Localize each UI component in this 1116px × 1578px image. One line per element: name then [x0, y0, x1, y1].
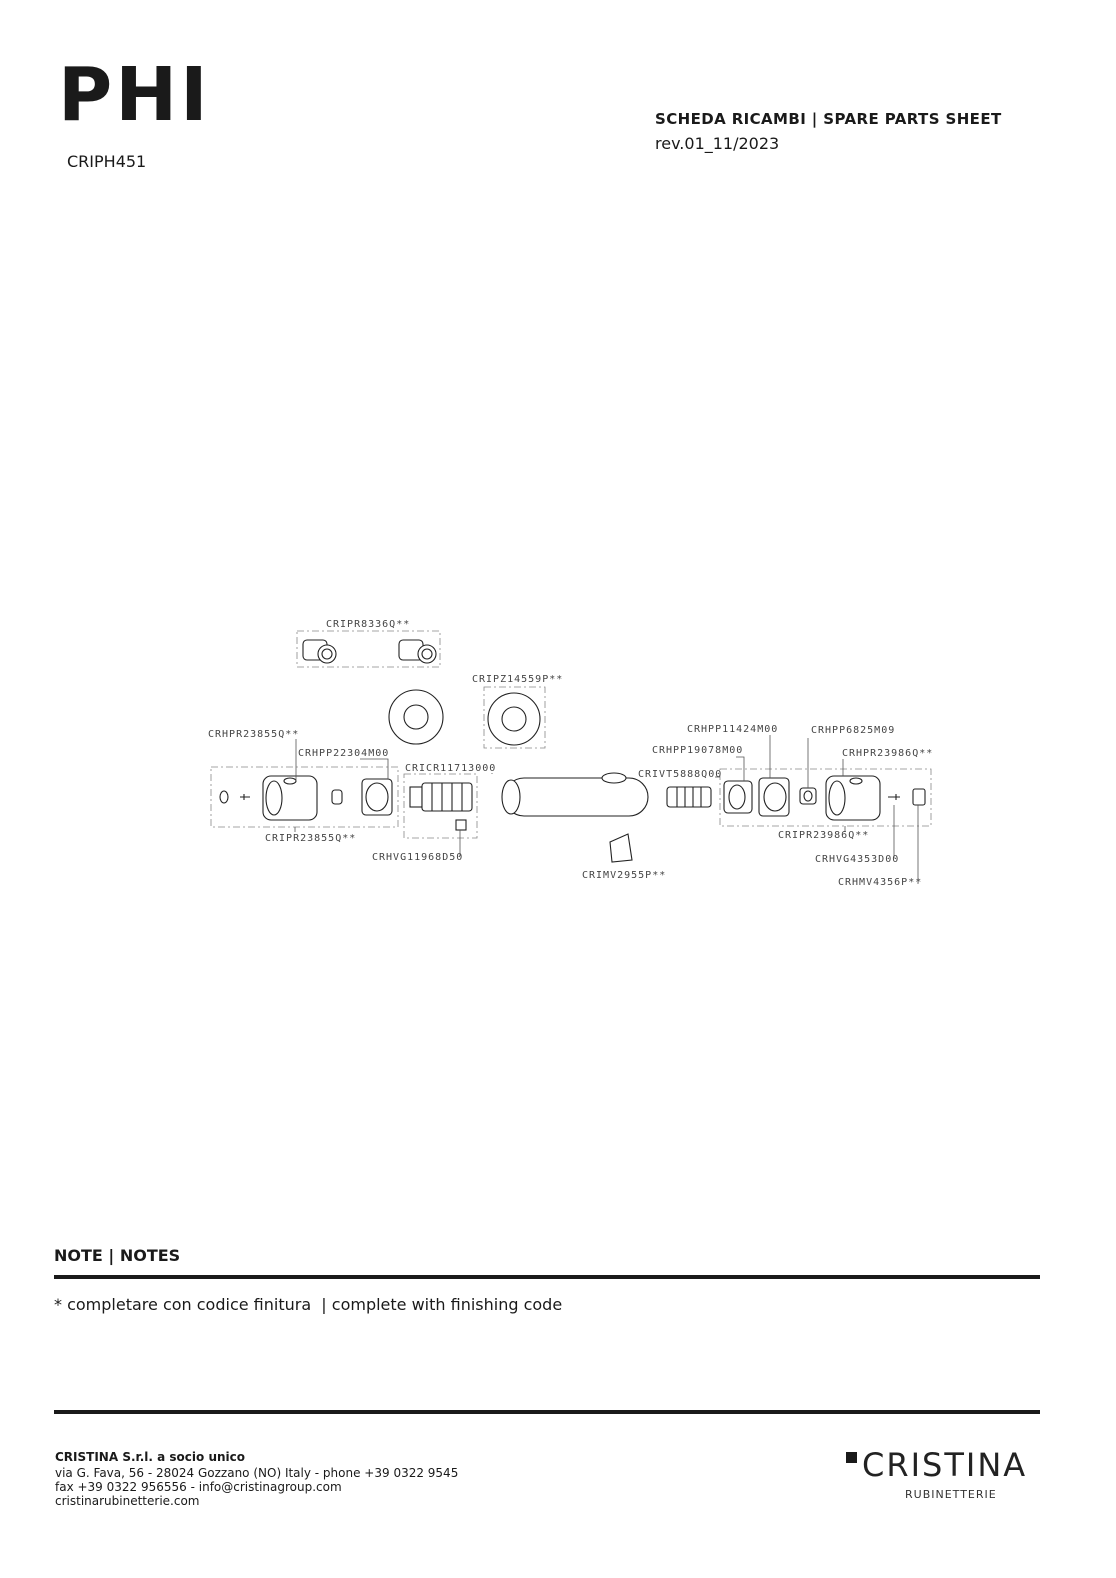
part-label: CRHVG11968D50 — [372, 852, 464, 863]
part-label: CRIMV2955P** — [582, 870, 667, 881]
cartridge-part — [410, 783, 472, 830]
part-label: CRIPR8336Q** — [326, 619, 411, 630]
part-label: CRIPZ14559P** — [472, 674, 564, 685]
rosette-part — [389, 690, 443, 744]
part-label: CRIPR23986Q** — [778, 830, 870, 841]
brand-logo: CRISTINA — [862, 1446, 1028, 1484]
address-line: via G. Fava, 56 - 28024 Gozzano (NO) Italy - phone +39 0322 9545 — [55, 1466, 459, 1480]
part-label: CRHMV4356P** — [838, 877, 923, 888]
part-label: CRIVT5888Q00 — [638, 769, 723, 780]
left-handle-parts — [220, 776, 392, 820]
logo-square-icon — [846, 1452, 857, 1463]
part-label: CRHVG4353D00 — [815, 854, 900, 865]
connector-part — [303, 640, 336, 663]
part-label: CRHPP11424M00 — [687, 724, 779, 735]
valve-body-part — [502, 773, 648, 816]
rosette-part — [488, 693, 540, 745]
part-label: CRICR11713000 — [405, 763, 497, 774]
right-handle-parts — [667, 776, 925, 820]
part-label: CRIPR23855Q** — [265, 833, 357, 844]
company-name: CRISTINA S.r.l. a socio unico — [55, 1450, 245, 1464]
sheet-title: SCHEDA RICAMBI | SPARE PARTS SHEET — [655, 110, 1002, 128]
part-label: CRHPR23986Q** — [842, 748, 934, 759]
brand-logo-subtitle: RUBINETTERIE — [905, 1488, 997, 1501]
notes-divider — [54, 1275, 1040, 1279]
part-label: CRHPR23855Q** — [208, 729, 300, 740]
part-label: CRHPP19078M00 — [652, 745, 744, 756]
part-label: CRHPP6825M09 — [811, 725, 896, 736]
address-line: fax +39 0322 956556 - info@cristinagroup.com — [55, 1480, 342, 1494]
website: cristinarubinetterie.com — [55, 1494, 200, 1508]
product-name: PHI — [58, 52, 211, 138]
product-code: CRIPH451 — [67, 152, 147, 171]
sheet-revision: rev.01_11/2023 — [655, 134, 780, 153]
notes-text: * completare con codice finitura | complete with finishing code — [54, 1295, 563, 1314]
notes-title: NOTE | NOTES — [54, 1246, 181, 1265]
part-label: CRHPP22304M00 — [298, 748, 390, 759]
connector-part — [399, 640, 436, 663]
cone-part — [610, 834, 632, 862]
footer-divider — [54, 1410, 1040, 1414]
